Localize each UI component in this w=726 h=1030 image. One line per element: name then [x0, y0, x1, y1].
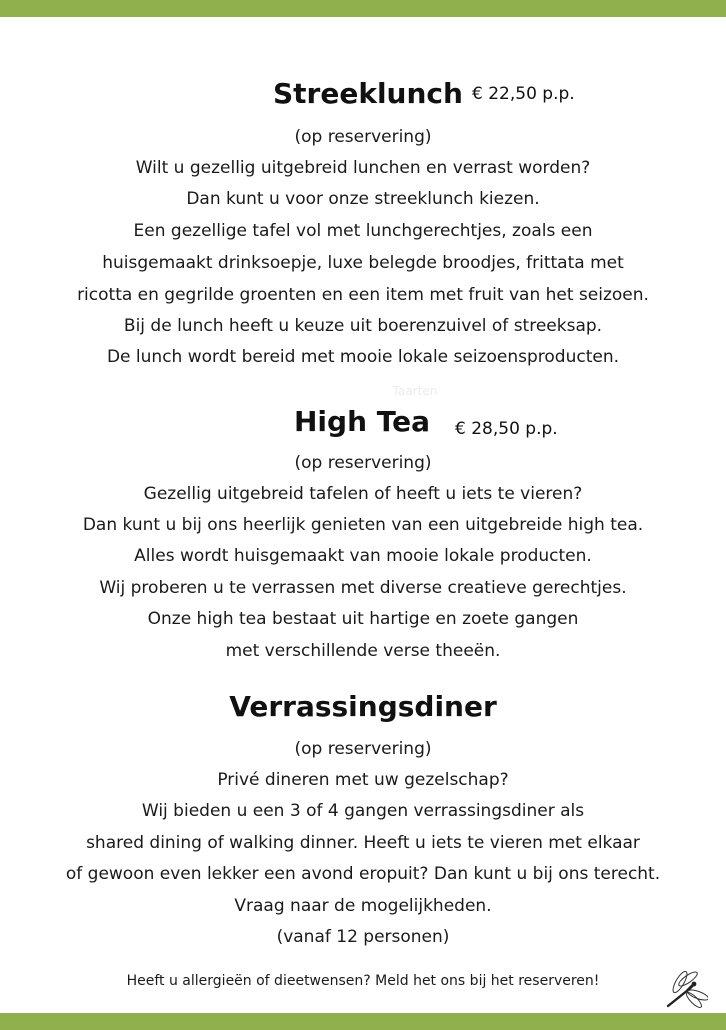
dragonfly-icon: [658, 970, 708, 1012]
verrassingsdiner-line: Privé dineren met uw gezelschap?: [217, 770, 509, 790]
streeklunch-line: De lunch wordt bereid met mooie lokale seizoensproducten.: [106, 347, 620, 367]
streeklunch-note: (op reservering): [294, 127, 432, 147]
verrassingsdiner-heading-row: [0, 687, 726, 727]
high-tea-line: Onze high tea bestaat uit hartige en zoete gangen: [147, 609, 579, 629]
streeklunch-line: ricotta en gegrilde groenten en een item met fruit van het seizoen.: [77, 285, 649, 305]
verrassingsdiner-title: Verrassingsdiner: [229, 690, 497, 723]
streeklunch-line: Een gezellige tafel vol met lunchgerechtjes, zoals een: [133, 221, 593, 241]
high-tea-line: met verschillende verse theeën.: [225, 641, 501, 661]
streeklunch-line: Bij de lunch heeft u keuze uit boerenzuivel of streeksap.: [123, 316, 603, 336]
verrassingsdiner-line: Vraag naar de mogelijkheden.: [234, 896, 492, 916]
streeklunch-line: Wilt u gezellig uitgebreid lunchen en verrast worden?: [135, 158, 591, 178]
allergy-footer-note: Heeft u allergieën of dieetwensen? Meld het ons bij het reserveren!: [126, 973, 600, 989]
high-tea-price: € 28,50 p.p.: [455, 419, 558, 439]
faint-taarten-label: Taarten: [392, 384, 438, 398]
high-tea-line: Alles wordt huisgemaakt van mooie lokale producten.: [134, 546, 592, 566]
verrassingsdiner-line: (vanaf 12 personen): [276, 927, 450, 947]
verrassingsdiner-line: Wij bieden u een 3 of 4 gangen verrassingsdiner als: [141, 801, 585, 821]
high-tea-line: Gezellig uitgebreid tafelen of heeft u iets te vieren?: [143, 484, 583, 504]
streeklunch-line: huisgemaakt drinksoepje, luxe belegde broodjes, frittata met: [102, 253, 624, 273]
verrassingsdiner-line: of gewoon even lekker een avond eropuit? Dan kunt u bij ons terecht.: [65, 864, 661, 884]
high-tea-title: High Tea: [294, 405, 431, 438]
streeklunch-heading-row: [0, 74, 726, 114]
streeklunch-line: Dan kunt u voor onze streeklunch kiezen.: [186, 189, 540, 209]
streeklunch-title: Streeklunch: [273, 77, 463, 110]
high-tea-line: Wij proberen u te verrassen met diverse creatieve gerechtjes.: [99, 578, 627, 598]
high-tea-line: Dan kunt u bij ons heerlijk genieten van een uitgebreide high tea.: [82, 515, 644, 535]
verrassingsdiner-line: shared dining of walking dinner. Heeft u iets te vieren met elkaar: [86, 833, 640, 853]
verrassingsdiner-note: (op reservering): [294, 739, 432, 759]
streeklunch-price: € 22,50 p.p.: [472, 84, 575, 104]
bottom-green-band: [0, 1013, 726, 1030]
high-tea-heading-row: [0, 402, 726, 442]
high-tea-note: (op reservering): [294, 453, 432, 473]
